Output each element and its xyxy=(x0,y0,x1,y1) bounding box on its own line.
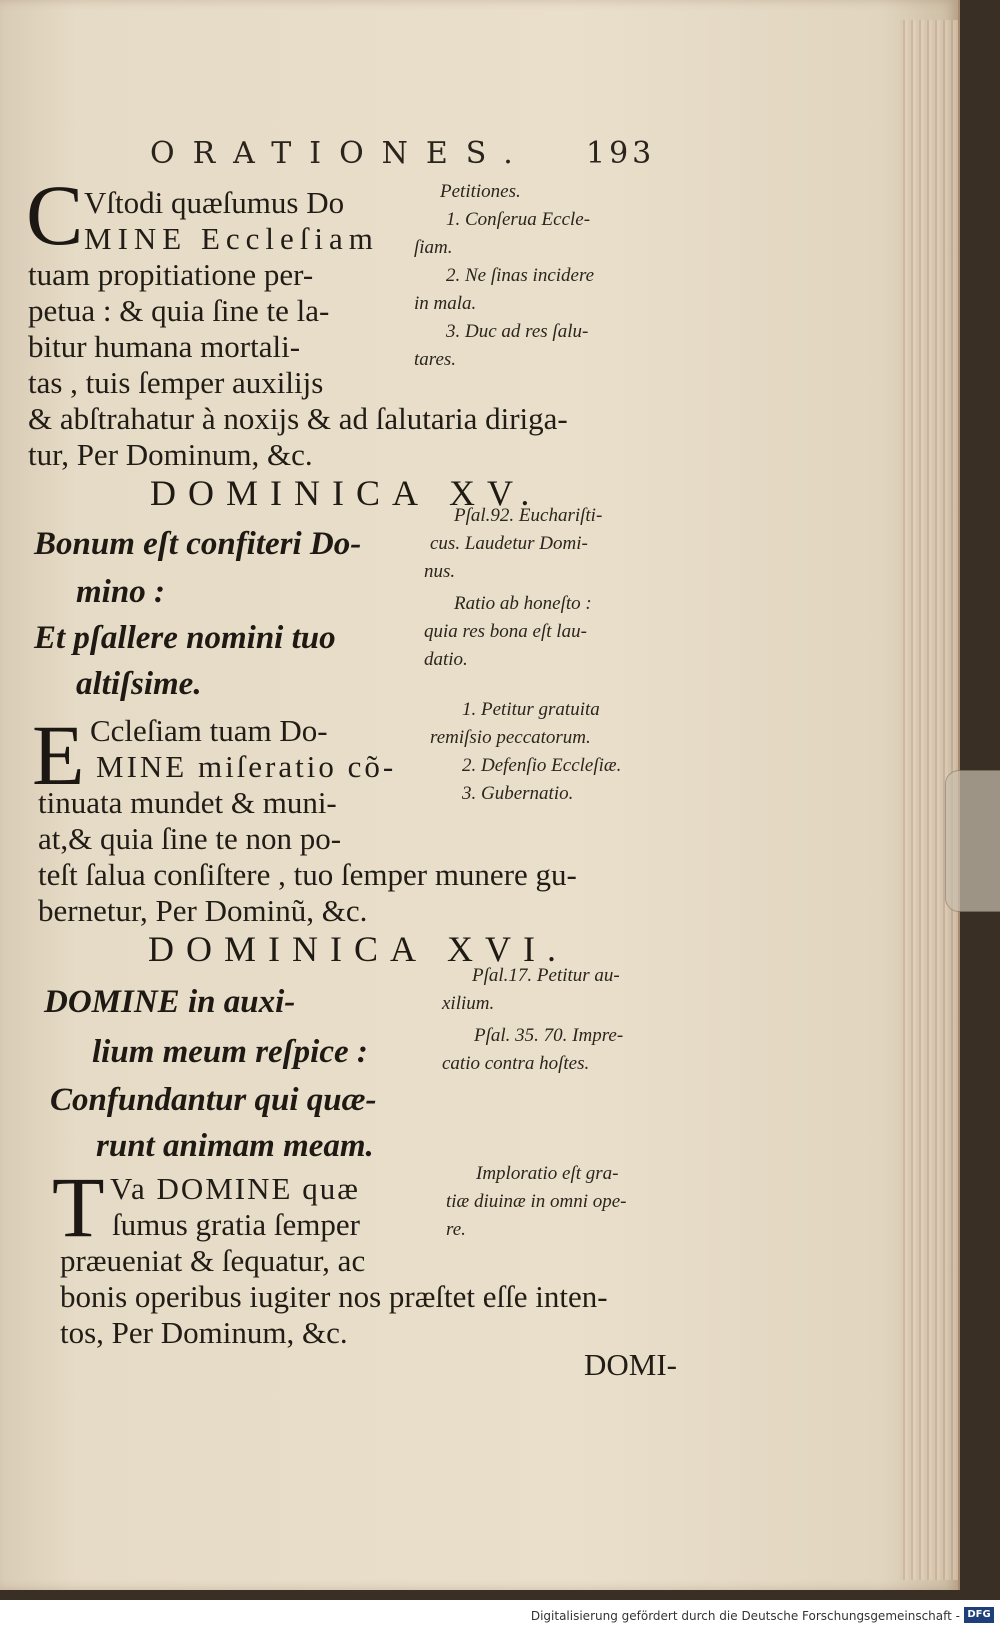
margin-note: 3. Gubernatio. xyxy=(462,783,574,804)
margin-note: in mala. xyxy=(414,293,477,314)
body-line: Va DOMINE quæ xyxy=(110,1171,360,1206)
margin-note: Pſal. 35. 70. Impre- xyxy=(474,1025,624,1046)
body-line: tuam propitiatione per- xyxy=(28,257,314,292)
body-line: ſumus gratia ſemper xyxy=(112,1207,360,1242)
drop-cap-c: C xyxy=(26,167,84,263)
psalm-line: Bonum eſt confiteri Do- xyxy=(34,526,362,562)
body-line: petua : & quia ſine te la- xyxy=(28,293,330,328)
margin-note: Pſal.17. Petitur au- xyxy=(472,965,620,986)
drop-cap-t: T xyxy=(52,1159,105,1255)
drop-cap-e: E xyxy=(32,707,85,803)
body-line: bonis operibus iugiter nos præſtet eſſe inten- xyxy=(60,1279,608,1314)
margin-note: cus. Laudetur Domi- xyxy=(430,533,588,554)
section-heading: DOMINICA XVI. xyxy=(148,929,568,969)
body-line: bitur humana mortali- xyxy=(28,329,301,364)
margin-note: 1. Conſerua Eccle- xyxy=(446,209,591,230)
margin-note: re. xyxy=(446,1219,466,1240)
margin-note: catio contra hoſtes. xyxy=(442,1053,590,1074)
margin-note: Ratio ab honeſto : xyxy=(454,593,592,614)
margin-note: nus. xyxy=(424,561,456,582)
body-line: teſt ſalua conſiſtere , tuo ſemper munere gu- xyxy=(38,857,577,892)
margin-note: remiſsio peccatorum. xyxy=(430,727,591,748)
margin-note: ſiam. xyxy=(414,237,453,258)
page-number: 193 xyxy=(586,136,656,171)
running-head: ORATIONES. xyxy=(150,136,531,171)
margin-note: 2. Ne ſinas incidere xyxy=(446,265,595,286)
margin-note: Imploratio eſt gra- xyxy=(476,1163,619,1184)
dfg-logo-icon: DFG xyxy=(964,1607,994,1623)
psalm-line: runt animam meam. xyxy=(96,1128,374,1164)
section-heading: DOMINICA XV. xyxy=(150,473,542,513)
margin-note: 3. Duc ad res ſalu- xyxy=(446,321,589,342)
margin-note: 1. Petitur gratuita xyxy=(462,699,600,720)
body-line: Vſtodi quæſumus Do xyxy=(84,185,345,220)
margin-note: xilium. xyxy=(442,993,495,1014)
footer-credit: Digitalisierung gefördert durch die Deutsche Forschungsgemeinschaft - xyxy=(530,1609,960,1623)
margin-note: Petitiones. xyxy=(440,181,521,202)
margin-note: Pſal.92. Euchariſti- xyxy=(454,505,603,526)
psalm-line: Confundantur qui quæ- xyxy=(50,1082,377,1118)
body-line: MINE Eccleſiam xyxy=(84,221,379,256)
body-line: tos, Per Dominum, &c. xyxy=(60,1315,348,1350)
body-line: tas , tuis ſemper auxilijs xyxy=(28,365,324,400)
digitization-footer xyxy=(0,1603,1000,1633)
psalm-line: lium meum reſpice : xyxy=(92,1034,368,1070)
margin-note: tiæ diuinæ in omni ope- xyxy=(446,1191,627,1212)
body-line: & abſtrahatur à noxijs & ad ſalutaria diriga- xyxy=(28,401,568,436)
margin-note: datio. xyxy=(424,649,468,670)
psalm-line: Et pſallere nomini tuo xyxy=(34,620,336,656)
body-line: at,& quia ſine te non po- xyxy=(38,821,342,856)
margin-note: quia res bona eſt lau- xyxy=(424,621,587,642)
psalm-line: mino : xyxy=(76,574,165,610)
catchword: DOMI- xyxy=(584,1347,677,1382)
body-line: tinuata mundet & muni- xyxy=(38,785,337,820)
body-line: MINE miſeratio cõ- xyxy=(96,749,397,784)
body-line: bernetur, Per Dominũ, &c. xyxy=(38,893,368,928)
psalm-line: altiſsime. xyxy=(76,666,202,702)
margin-note: 2. Defenſio Eccleſiæ. xyxy=(462,755,622,776)
psalm-line: DOMINE in auxi- xyxy=(44,984,296,1020)
body-line: tur, Per Dominum, &c. xyxy=(28,437,313,472)
body-line: Ccleſiam tuam Do- xyxy=(90,713,328,748)
margin-note: tares. xyxy=(414,349,457,370)
body-line: præueniat & ſequatur, ac xyxy=(60,1243,366,1278)
bookmark-ribbon xyxy=(945,770,1000,912)
